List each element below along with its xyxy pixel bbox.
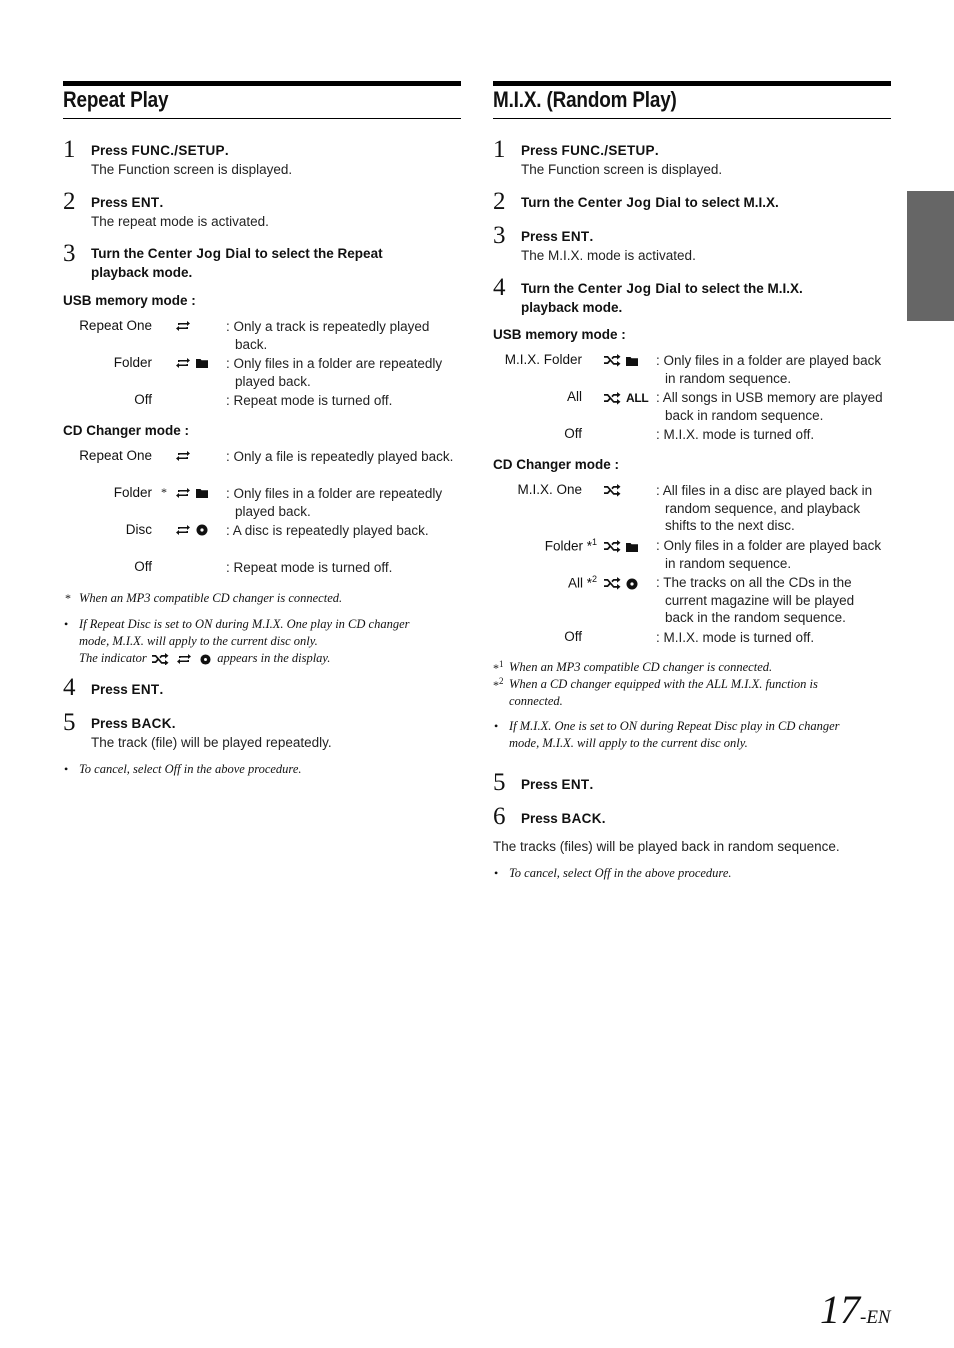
step-description: The repeat mode is activated. — [91, 214, 269, 229]
repeat-folder-icons — [175, 356, 208, 370]
step-heading: Press BACK. — [521, 811, 606, 826]
shuffle-icon — [152, 653, 169, 665]
step-number: 1 — [493, 136, 506, 163]
mode-description: : Only a file is repeatedly played back. — [226, 449, 454, 464]
mode-description: : Repeat mode is turned off. — [226, 560, 393, 575]
mode-label: M.I.X. Folder — [504, 352, 582, 367]
shuffle-icon — [604, 354, 621, 367]
repeat-icon — [175, 486, 191, 500]
mode-label: All *$^2$ — [567, 574, 597, 591]
cancel-note: To cancel, select Off in the above procedure. — [79, 762, 302, 776]
step-number: 5 — [493, 769, 506, 796]
mode-description: : All songs in USB memory are played back in random sequence. — [656, 390, 883, 423]
step-number: 3 — [493, 222, 506, 249]
repeat-disc-icons — [175, 523, 208, 537]
repeat-icon — [175, 523, 191, 537]
folder-icon — [626, 542, 638, 552]
mode-label: All — [566, 389, 582, 404]
mode-description: : Only files in a folder are repeatedly played back. — [226, 356, 443, 389]
repeat-icon — [175, 356, 191, 370]
shuffle-icon — [604, 392, 621, 405]
mode-description: : Repeat mode is turned off. — [226, 393, 393, 408]
footnote-marker: * — [65, 591, 71, 605]
footnote-marker: *$^2$ — [493, 676, 504, 692]
bullet: • — [494, 866, 499, 880]
step-description: The M.I.X. mode is activated. — [521, 248, 696, 263]
step-number: 5 — [63, 709, 76, 736]
bullet-note: If M.I.X. One is set to ON during Repeat Disc play in CD changer mode, M.I.X. will apply to the current disc only. — [509, 719, 840, 750]
mode-label: Off — [134, 559, 152, 574]
shuffle-icon — [604, 577, 621, 590]
mode-label: Folder — [113, 485, 152, 500]
step-heading: Turn the Center Jog Dial to select M.I.X. — [521, 195, 779, 210]
mode-description: : Only files in a folder are repeatedly played back. — [226, 486, 443, 519]
step-description: The Function screen is displayed. — [521, 162, 723, 177]
bullet: • — [64, 617, 69, 631]
page-number: 17-EN — [820, 1287, 891, 1332]
step-description: The Function screen is displayed. — [91, 162, 293, 177]
result-text: The tracks (files) will be played back in random sequence. — [493, 839, 840, 854]
mode-description: : Only files in a folder are played back in random sequence. — [656, 353, 882, 386]
step-heading: Press ENT. — [521, 229, 594, 244]
bullet-note: If Repeat Disc is set to ON during M.I.X. One play in CD changer mode, M.I.X. will apply to the current disc only. The indicator appears in the display. — [79, 617, 410, 665]
step-number: 1 — [63, 136, 76, 163]
shuffle-all-icons — [604, 391, 648, 405]
mode-label: Off — [134, 392, 152, 407]
step-heading: Press ENT. — [521, 777, 594, 792]
bullet: • — [494, 719, 499, 733]
mode-description: : M.I.X. mode is turned off. — [656, 427, 815, 442]
cancel-note: To cancel, select Off in the above procedure. — [509, 866, 732, 880]
step-heading: Press FUNC./SETUP. — [91, 143, 229, 158]
mode-description: : Only files in a folder are played back in random sequence. — [656, 538, 882, 571]
step-number: 2 — [493, 188, 506, 215]
step-heading: Press BACK. — [91, 716, 176, 731]
section-title: Repeat Play — [63, 85, 461, 119]
step-number: 6 — [493, 803, 506, 830]
shuffle-folder-icons — [604, 540, 638, 553]
step-number: 4 — [493, 274, 506, 301]
mode-description: : A disc is repeatedly played back. — [226, 523, 429, 538]
step-description: The track (file) will be played repeatedly. — [91, 735, 332, 750]
side-index-tab — [907, 191, 954, 321]
repeat-icon — [175, 319, 191, 333]
step-number: 3 — [63, 240, 76, 267]
footnote: When a CD changer equipped with the ALL M.I.X. function is connected. — [509, 677, 818, 708]
disc-icon — [196, 524, 208, 536]
mode-label: Folder — [113, 355, 152, 370]
cd-mode-heading: CD Changer mode : — [63, 423, 190, 438]
folder-icon — [196, 358, 208, 368]
usb-mode-heading: USB memory mode : — [63, 293, 196, 308]
step-number: 2 — [63, 188, 76, 215]
footnote-marker: * — [161, 485, 167, 499]
mode-description: : The tracks on all the CDs in the current magazine will be played back in the random sequence. — [656, 575, 855, 625]
repeat-icon — [176, 652, 192, 666]
mode-label: Repeat One — [79, 448, 152, 463]
folder-icon — [626, 356, 638, 366]
shuffle-disc-icons — [604, 577, 638, 590]
mode-description: : Only a track is repeatedly played back. — [226, 319, 430, 352]
step-heading: Press ENT. — [91, 195, 164, 210]
usb-mode-heading: USB memory mode : — [493, 327, 626, 342]
mode-description: : M.I.X. mode is turned off. — [656, 630, 815, 645]
mode-label: Off — [564, 426, 582, 441]
mode-label: Repeat One — [79, 318, 152, 333]
cd-mode-heading: CD Changer mode : — [493, 457, 620, 472]
disc-icon — [626, 578, 638, 590]
folder-icon — [196, 488, 208, 498]
step-heading: Press ENT. — [91, 682, 164, 697]
repeat-icon — [175, 449, 191, 463]
mode-label: M.I.X. One — [517, 482, 582, 497]
all-indicator: ALL — [626, 391, 649, 405]
section-title: M.I.X. (Random Play) — [493, 85, 891, 119]
mode-label: Off — [564, 629, 582, 644]
step-number: 4 — [63, 674, 76, 701]
mode-description: : All files in a disc are played back in random sequence, and playback shifts to the next disc. — [656, 483, 873, 533]
bullet: • — [64, 762, 69, 776]
footnote: When an MP3 compatible CD changer is connected. — [509, 660, 773, 674]
shuffle-icon — [604, 540, 621, 553]
footnote: When an MP3 compatible CD changer is connected. — [79, 591, 343, 605]
repeat-folder-icons — [175, 486, 208, 500]
step-heading: Turn the Center Jog Dial to select the M.I.X. playback mode. — [521, 281, 803, 315]
shuffle-icon — [604, 484, 621, 497]
mode-label: Folder *$^1$ — [544, 537, 597, 554]
step-heading: Press FUNC./SETUP. — [521, 143, 659, 158]
footnote-marker: *$^1$ — [493, 659, 504, 675]
disc-icon — [200, 654, 211, 665]
step-heading: Turn the Center Jog Dial to select the Repeat playback mode. — [91, 246, 383, 280]
shuffle-folder-icons — [604, 354, 638, 367]
mode-label: Disc — [125, 522, 152, 537]
